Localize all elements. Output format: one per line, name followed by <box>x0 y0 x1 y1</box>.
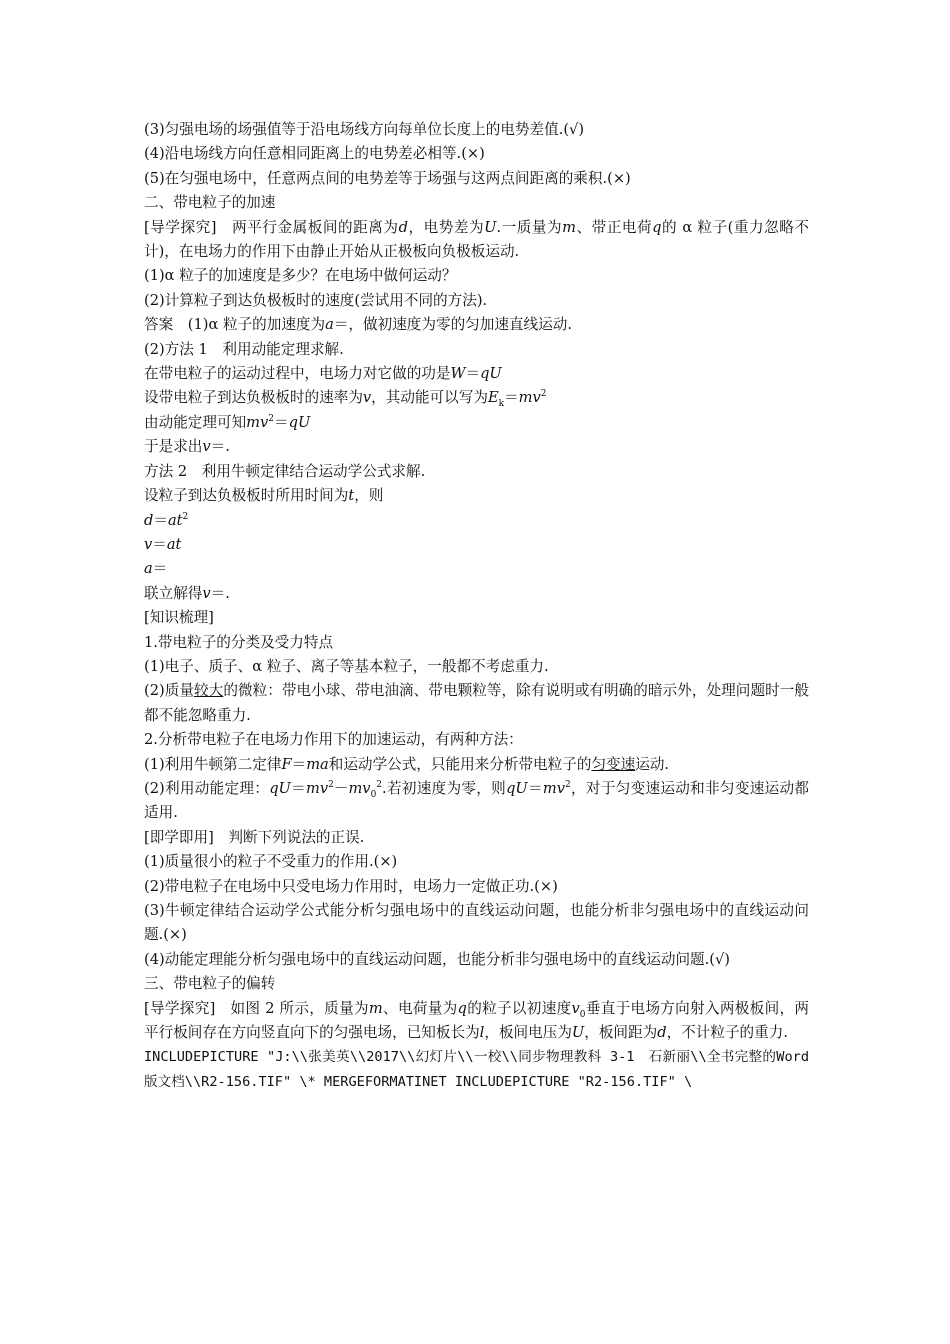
var-mv: mv <box>348 779 371 797</box>
text-span: 运动. <box>635 755 670 773</box>
judgement-item-4: (4)沿电场线方向任意相同距离上的电势差必相等.(×) <box>144 145 485 163</box>
var-at: at <box>166 535 182 553</box>
text-span: 答案 (1)α 粒子的加速度为 <box>144 316 326 334</box>
var-mv: mv <box>306 779 329 797</box>
text-span: 的微粒：带电小球、带电油滴、带电颗粒等，除有说明或有明确的暗示外，处理问题时一般都不能忽略重力. <box>144 682 809 724</box>
inquiry-tag: [导学探究] <box>144 999 216 1017</box>
var-F: F <box>281 755 292 773</box>
text-span: ＝ <box>152 560 168 578</box>
text-span: ，板间电压为 <box>484 1024 572 1042</box>
text-span: .一质量为 <box>496 218 563 236</box>
section-heading-deflection: 三、带电粒子的偏转 <box>144 975 276 993</box>
var-v: v <box>362 389 372 407</box>
text-span: 垂直于电场方向射入两极板间，两平行板间存在方向竖直向下的匀强电场，已知板长为 <box>144 999 809 1042</box>
question-1: (1)α 粒子的加速度是多少？在电场中做何运动？ <box>144 267 457 285</box>
superscript-2: 2 <box>328 780 334 791</box>
text-span: － <box>333 779 349 797</box>
var-d: d <box>144 511 154 529</box>
var-d: d <box>398 218 408 236</box>
text-span: ＝ <box>291 755 307 773</box>
document-body <box>144 118 809 1094</box>
text-span: ＝，做初速度为零的匀加速直线运动. <box>333 316 572 334</box>
text-span: 的 α 粒子(重力忽略不计)，在电场力的作用下由静止开始从正极板向负极板运动. <box>144 218 809 261</box>
text-span: (1)利用牛顿第二定律 <box>144 755 282 773</box>
text-span: 和运动学公式，只能用来分析带电粒子的 <box>328 755 592 773</box>
var-mv: mv <box>542 779 566 797</box>
var-W: W <box>450 365 466 383</box>
var-U: U <box>484 218 497 236</box>
practice-item-2: (2)带电粒子在电场中只受电场力作用时，电场力一定做正功.(×) <box>144 877 558 895</box>
equation-4 <box>144 582 809 606</box>
method-1-heading: (2)方法 1 利用动能定理求解. <box>144 340 344 358</box>
inquiry-paragraph-deflection <box>144 997 809 1046</box>
equation-3 <box>144 557 809 581</box>
text-span: 设带电粒子到达负极板时的速率为 <box>144 389 363 407</box>
text-span: (2)利用动能定理： <box>144 779 270 797</box>
text-span: ＝ <box>153 511 168 529</box>
practice-item-4: (4)动能定理能分析匀强电场中的直线运动问题，也能分析非匀强电场中的直线运动问题.(√) <box>144 950 730 968</box>
var-mv: mv <box>246 413 269 431</box>
include-picture-field: INCLUDEPICTURE "J:\\张美英\\2017\\幻灯片\\一校\\同步物理教科 3-1 石新丽\\全书完整的Word版文档\\R2-156.TIF" \* MERGEFORMATINET INCLUDEPICTURE "R2-156.TIF" \ <box>144 1049 809 1090</box>
knowledge-item-1-1: (1)电子、质子、α 粒子、离子等基本粒子，一般都不考虑重力. <box>144 657 549 675</box>
text-span: 、带正电荷 <box>575 218 653 236</box>
text-span: ，电势差为 <box>407 218 485 236</box>
var-U: U <box>571 1024 585 1042</box>
judgement-item-3: (3)匀强电场的场强值等于沿电场线方向每单位长度上的电势差值.(√) <box>144 121 585 138</box>
text-span: 在带电粒子的运动过程中，电场力对它做的功是 <box>144 365 451 383</box>
text-span: 的粒子以初速度 <box>466 999 572 1017</box>
underlined-term: 较大 <box>194 682 224 700</box>
subscript-0: 0 <box>579 1009 586 1020</box>
text-span: (2)质量 <box>144 682 195 700</box>
method-2-heading: 方法 2 利用牛顿定律结合运动学公式求解. <box>144 462 426 480</box>
var-qU: qU <box>506 779 528 797</box>
knowledge-tag: [知识梳理] <box>144 609 214 627</box>
subscript-k: k <box>498 399 505 410</box>
text-span: 于是求出 <box>144 438 203 456</box>
text-span: ＝ <box>527 779 543 797</box>
text-span: ，板间距为 <box>584 1024 658 1042</box>
var-a: a <box>325 316 334 334</box>
subscript-0: 0 <box>370 789 377 800</box>
var-v: v <box>144 535 153 553</box>
equation-1 <box>144 509 809 533</box>
var-v: v <box>571 999 580 1017</box>
theorem-line <box>144 411 809 435</box>
text-span: 如图 2 所示，质量为 <box>230 999 369 1017</box>
var-at: at <box>167 511 183 529</box>
text-span: 联立解得 <box>144 584 203 602</box>
var-qU: qU <box>269 779 291 797</box>
superscript-2: 2 <box>376 780 383 791</box>
time-line <box>144 484 809 508</box>
var-E: E <box>487 389 499 407</box>
text-span: 由动能定理可知 <box>144 413 247 431</box>
var-q: q <box>652 218 662 236</box>
knowledge-item-2-1 <box>144 753 809 777</box>
knowledge-item-2: 2.分析带电粒子在电场力作用下的加速运动，有两种方法： <box>144 731 523 749</box>
text-span: 两平行金属板间的距离为 <box>232 218 399 236</box>
var-v: v <box>202 438 211 456</box>
text-span: ＝ <box>504 389 519 407</box>
text-span: ＝ <box>274 413 289 431</box>
knowledge-item-2-2 <box>144 777 809 826</box>
text-span: ，不计粒子的重力. <box>666 1024 788 1042</box>
superscript-2: 2 <box>565 780 571 791</box>
text-span: ＝ <box>152 535 167 553</box>
var-t: t <box>348 487 355 505</box>
text-span: ＝. <box>210 584 230 602</box>
knowledge-item-1-2 <box>144 679 809 728</box>
var-m: m <box>368 999 383 1017</box>
section-heading-acceleration: 二、带电粒子的加速 <box>144 194 276 212</box>
work-line <box>144 362 809 386</box>
answer-line <box>144 313 809 337</box>
var-mv: mv <box>518 389 541 407</box>
superscript-2: 2 <box>540 389 547 400</box>
var-q: q <box>457 999 467 1017</box>
inquiry-tag: [导学探究] <box>144 218 217 236</box>
var-l: l <box>479 1024 485 1042</box>
text-span: 设粒子到达负极板时所用时间为 <box>144 487 349 505</box>
equation-2 <box>144 533 809 557</box>
question-2: (2)计算粒子到达负极板时的速度(尝试用不同的方法). <box>144 291 488 309</box>
inquiry-paragraph-acceleration <box>144 216 809 265</box>
text-span: 、电荷量为 <box>382 999 458 1017</box>
text-span: ，其动能可以写为 <box>371 389 488 407</box>
var-v: v <box>202 584 211 602</box>
text-span: ＝ <box>465 365 481 383</box>
text-span: ＝ <box>290 779 307 797</box>
kinetic-energy-line <box>144 386 809 410</box>
text-span: ＝. <box>210 438 230 456</box>
superscript-2: 2 <box>268 414 274 425</box>
practice-item-1: (1)质量很小的粒子不受重力的作用.(×) <box>144 853 398 871</box>
practice-item-3: (3)牛顿定律结合运动学公式能分析匀强电场中的直线运动问题，也能分析非匀强电场中的直线运动问题.(×) <box>144 902 809 944</box>
text-span: .若初速度为零，则 <box>382 779 507 797</box>
text-span: ，对于匀变速运动和非匀变速运动都适用. <box>144 779 809 822</box>
var-m: m <box>562 218 576 236</box>
text-span: ，则 <box>354 487 384 505</box>
knowledge-item-1: 1.带电粒子的分类及受力特点 <box>144 633 334 651</box>
var-qU: qU <box>480 365 502 383</box>
velocity-result-1 <box>144 435 809 459</box>
judgement-item-5: (5)在匀强电场中，任意两点间的电势差等于场强与这两点间距离的乘积.(×) <box>144 169 631 187</box>
var-a: a <box>144 560 153 578</box>
var-qU: qU <box>288 413 311 431</box>
var-d: d <box>657 1024 667 1042</box>
var-ma: ma <box>306 755 329 773</box>
underlined-term: 匀变速 <box>591 755 636 773</box>
superscript-2: 2 <box>182 511 189 522</box>
practice-tag: [即学即用] 判断下列说法的正误. <box>144 828 365 846</box>
